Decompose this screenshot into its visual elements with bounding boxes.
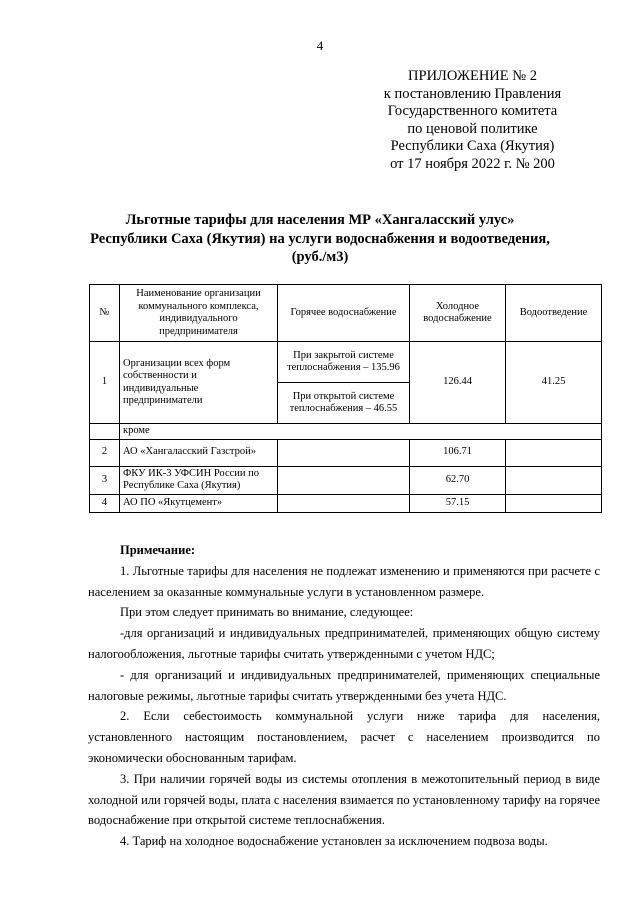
table-row (90, 466, 602, 494)
row3-hot (278, 466, 410, 494)
appendix-header (380, 68, 565, 173)
appendix-line: от 17 ноября 2022 г. № 200 (390, 155, 555, 172)
title-line: Льготные тарифы для населения МР «Хангаласский улус» (125, 212, 515, 228)
except-label: кроме (120, 424, 602, 440)
row1-cold: 126.44 (410, 342, 506, 424)
row1-num: 1 (90, 342, 120, 424)
title-line: (руб./м3) (291, 249, 349, 265)
appendix-line: Республики Саха (Якутия) (390, 138, 555, 154)
appendix-line: по ценовой политике (407, 120, 538, 137)
row1-hot-closed: При закрытой системе теплоснабжения – 135.96 (278, 342, 410, 383)
row1-sewer: 41.25 (506, 342, 602, 424)
table-header-row (90, 285, 602, 342)
note-paragraph: 4. Тариф на холодное водоснабжение установлен за исключением подвоза воды. (120, 834, 548, 849)
note-paragraph: При этом следует принимать во внимание, следующее: (120, 605, 414, 620)
table-row (90, 439, 602, 466)
row4-cold: 57.15 (410, 494, 506, 512)
note-paragraph: 3. При наличии горячей воды из системы отопления в межотопительный период в виде холодной или горячей воды, плата с населения взимается по установленному тарифу на горячее водоснабжение при открытой системе теплоснабжения. (88, 771, 600, 828)
row2-cold: 106.71 (410, 439, 506, 466)
row3-cold: 62.70 (410, 466, 506, 494)
table-row (90, 494, 602, 512)
document-title (80, 211, 560, 267)
row3-sewer (506, 466, 602, 494)
note-paragraph: 2. Если себестоимость коммунальной услуги ниже тарифа для населения, установленного настоящим постановлением, расчет с населением производится по экономически обоснованным тарифам. (88, 709, 600, 765)
row1-hot-open: При открытой системе теплоснабжения – 46.55 (278, 383, 410, 424)
note-paragraph: 1. Льготные тарифы для населения не подлежат изменению и применяются при расчете с населением за оказанные коммунальные услуги в установленном размере. (88, 563, 600, 599)
row4-hot (278, 494, 410, 512)
page-number: 4 (316, 38, 324, 53)
row3-org: ФКУ ИК-3 УФСИН России по Республике Саха (Якутия) (120, 466, 278, 494)
appendix-line: Государственного комитета (387, 103, 558, 119)
header-sewerage: Водоотведение (506, 285, 602, 342)
title-line: Республики Саха (Якутия) на услуги водоснабжения и водоотведения, (90, 230, 550, 247)
tariff-table (89, 284, 602, 513)
header-cold-water: Холодное водоснабжение (410, 285, 506, 342)
row2-hot (278, 439, 410, 466)
row3-num: 3 (90, 466, 120, 494)
except-num-cell (90, 424, 120, 440)
notes-heading: Примечание: (120, 543, 196, 557)
row4-num: 4 (90, 494, 120, 512)
notes-section (88, 540, 600, 852)
row4-org: АО ПО «Якутцемент» (120, 494, 278, 512)
note-paragraph: - для организаций и индивидуальных предпринимателей, применяющих специальные налоговые режимы, льготные тарифы считать утвержденными без учета НДС. (88, 667, 600, 703)
table-row-except (90, 424, 602, 440)
header-num: № (90, 285, 120, 342)
table-row (90, 342, 602, 383)
row2-sewer (506, 439, 602, 466)
appendix-line: ПРИЛОЖЕНИЕ № 2 (408, 68, 537, 84)
header-hot-water: Горячее водоснабжение (278, 285, 410, 342)
row1-org: Организации всех форм собственности и индивидуальные предприниматели (120, 342, 278, 424)
note-paragraph: -для организаций и индивидуальных предпринимателей, применяющих общую систему налогообложения, льготные тарифы считать утвержденными с учетом НДС; (88, 626, 600, 661)
row4-sewer (506, 494, 602, 512)
appendix-line: к постановлению Правления (383, 85, 562, 102)
header-org: Наименование организации коммунального комплекса, индивидуального предпринимателя (120, 285, 278, 342)
row2-num: 2 (90, 439, 120, 466)
row2-org: АО «Хангаласский Газстрой» (120, 439, 278, 466)
